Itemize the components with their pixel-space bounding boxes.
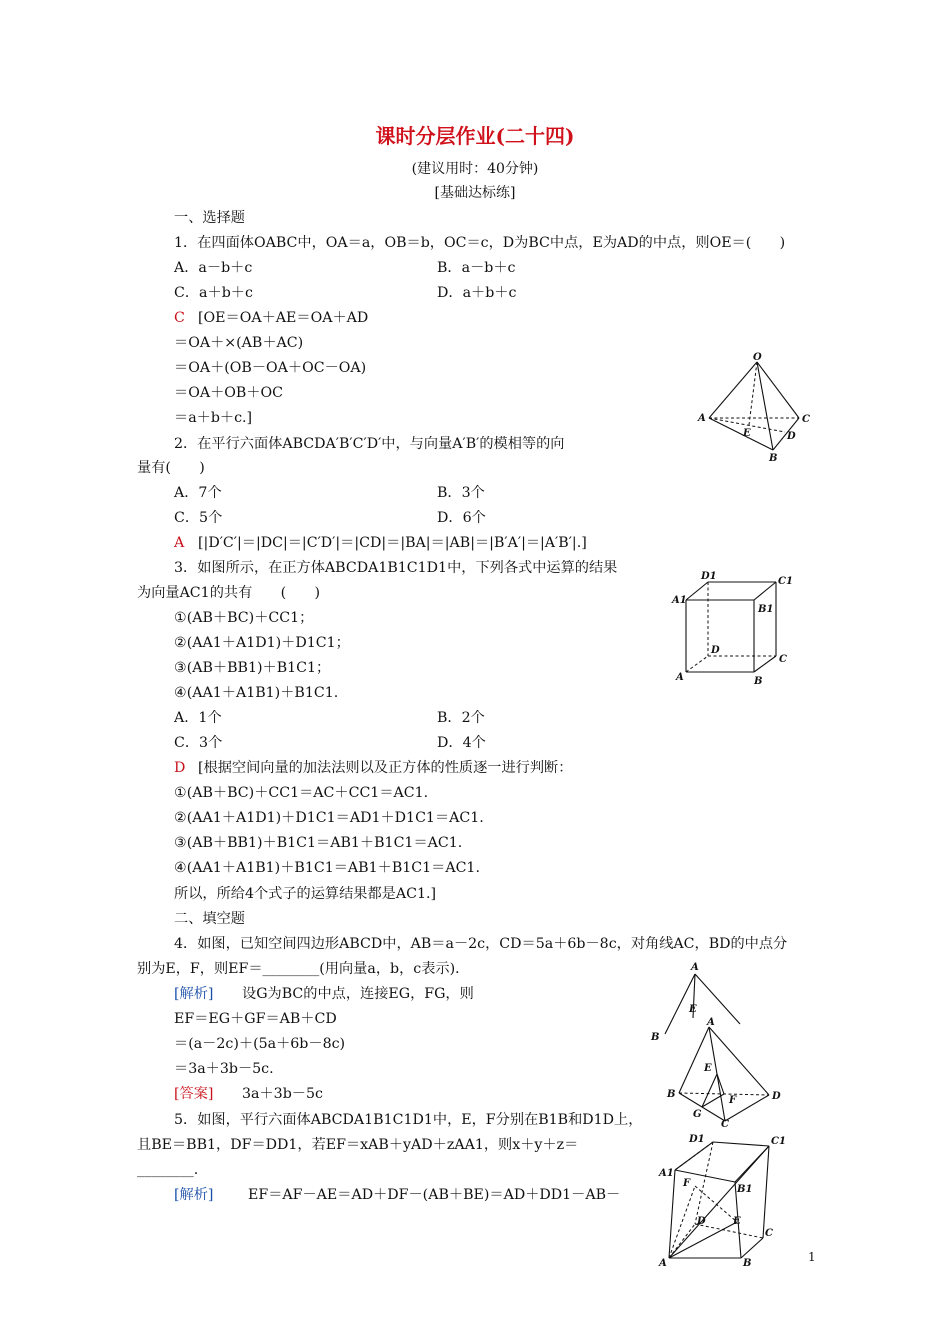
q4-analysis: ＝3a＋3b－5c. [174, 1061, 274, 1077]
q1-option-a: A．a－b＋c [174, 260, 253, 276]
q4-analysis: 设G为BC的中点，连接EG，FG，则 [242, 986, 474, 1002]
label-c1: C1 [771, 1136, 786, 1147]
label-a1: A1 [672, 595, 687, 606]
question-3: 为向量AC1的共有 ( ) [137, 585, 321, 601]
question-4: 4．如图，已知空间四边形ABCD中，AB＝a－2c，CD＝5a＋6b－8c，对角线AC，BD的中点分 [174, 936, 788, 952]
question-4: 别为E，F，则EF＝________(用向量a，b，c表示)． [137, 961, 470, 977]
q2-answer-letter: A [174, 535, 185, 551]
q4-answer: 3a＋3b－5c [242, 1086, 323, 1102]
question-5: 且BE＝BB1，DF＝DD1，若EF＝xAB＋yAD＋zAA1，则x＋y＋z＝ [137, 1137, 579, 1153]
label-b: B [667, 1089, 676, 1100]
q2-option-c: C．5个 [174, 510, 223, 526]
q3-solution: ④(AA1＋A1B1)＋B1C1＝AB1＋B1C1＝AC1. [174, 860, 480, 876]
question-5: ________. [137, 1162, 199, 1178]
cube-figure [668, 570, 803, 692]
q5-analysis-tag: [解析] [174, 1187, 214, 1203]
q5-analysis: EF＝AF－AE＝AD＋DF－(AB＋BE)＝AD＋DD1－AB－ [248, 1187, 621, 1203]
q4-analysis: ＝(a－2c)＋(5a＋6b－8c) [174, 1036, 346, 1052]
page-number: 1 [808, 1250, 816, 1264]
label-e: E [704, 1063, 712, 1074]
q1-option-c: C．a＋b＋c [174, 285, 253, 301]
q3-item: ④(AA1＋A1B1)＋B1C1. [174, 685, 339, 701]
label-b: B [651, 1032, 660, 1043]
label-e: E [743, 428, 751, 439]
q3-solution: ①(AB＋BC)＋CC1＝AC＋CC1＝AC1. [174, 785, 429, 801]
section-heading-choice: 一、选择题 [174, 210, 245, 226]
section-label: [基础达标练] [434, 185, 516, 201]
question-2: 量有( ) [137, 460, 205, 476]
q3-solution: ③(AB＋BB1)＋B1C1＝AB1＋B1C1＝AC1. [174, 835, 463, 851]
tetrahedron-figure [695, 350, 820, 465]
q3-item: ③(AB＋BB1)＋B1C1； [174, 660, 331, 676]
q4-answer-tag: [答案] [174, 1086, 214, 1102]
q4-analysis: EF＝EG＋GF＝AB＋CD [174, 1011, 337, 1027]
label-g: G [693, 1109, 702, 1120]
question-1: 1．在四面体OABC中，OA＝a，OB＝b，OC＝c，D为BC中点，E为AD的中点，则OE＝( ) [174, 235, 786, 251]
q1-solution: [OE＝OA＋AE＝OA＋AD [198, 310, 369, 326]
q2-solution: [|D′C′|＝|DC|＝|C′D′|＝|CD|＝|BA|＝|AB|＝|B′A′|＝|A′B′|.] [198, 535, 587, 551]
label-a: A [698, 413, 706, 424]
label-e: E [689, 1004, 697, 1015]
quadrilateral-figure [663, 1015, 788, 1127]
time-note: (建议用时：40分钟) [411, 161, 539, 177]
label-c: C [802, 414, 810, 425]
parallelepiped-figure [655, 1130, 790, 1270]
q1-option-b: B．a－b＋c [437, 260, 516, 276]
q1-solution: ＝a＋b＋c.] [174, 410, 253, 426]
label-d1: D1 [689, 1134, 705, 1145]
label-d1: D1 [701, 571, 717, 582]
label-a: A [691, 962, 699, 973]
label-c: C [779, 654, 787, 665]
q3-option-d: D．4个 [437, 735, 486, 751]
q1-solution: ＝OA＋×(AB＋AC) [174, 335, 304, 351]
q4-analysis-tag: [解析] [174, 986, 214, 1002]
label-b1: B1 [758, 604, 774, 615]
label-f: F [729, 1095, 737, 1106]
label-b: B [769, 453, 778, 464]
q2-option-d: D．6个 [437, 510, 486, 526]
q3-solution: ②(AA1＋A1D1)＋D1C1＝AD1＋D1C1＝AC1. [174, 810, 484, 826]
label-d: D [787, 431, 796, 442]
label-a: A [707, 1017, 715, 1028]
question-5: 5．如图，平行六面体ABCDA1B1C1D1中，E，F分别在B1B和D1D上， [174, 1112, 643, 1128]
label-d: D [697, 1216, 706, 1227]
q1-solution: ＝OA＋OB＋OC [174, 385, 283, 401]
q3-item: ①(AB＋BC)＋CC1； [174, 610, 314, 626]
label-e: E [733, 1216, 741, 1227]
label-d: D [711, 645, 720, 656]
q3-solution: 所以，所给4个式子的运算结果都是AC1.] [174, 886, 437, 902]
label-o: O [753, 352, 762, 363]
label-b1: B1 [737, 1184, 753, 1195]
label-b: B [743, 1258, 752, 1269]
question-2: 2．在平行六面体ABCDA′B′C′D′中，与向量A′B′的模相等的向 [174, 436, 565, 452]
q1-option-d: D．a＋b＋c [437, 285, 517, 301]
q1-solution: ＝OA＋(OB－OA＋OC－OA) [174, 360, 367, 376]
label-c: C [721, 1119, 729, 1127]
label-d: D [772, 1091, 781, 1102]
q3-option-a: A．1个 [174, 710, 222, 726]
section-heading-fill: 二、填空题 [174, 911, 245, 927]
q3-option-c: C．3个 [174, 735, 223, 751]
label-f: F [683, 1178, 691, 1189]
label-c1: C1 [778, 576, 793, 587]
question-3: 3．如图所示，在正方体ABCDA1B1C1D1中，下列各式中运算的结果 [174, 560, 618, 576]
q3-option-b: B．2个 [437, 710, 485, 726]
label-a: A [659, 1258, 667, 1269]
q2-option-b: B．3个 [437, 485, 485, 501]
q1-answer-letter: C [174, 310, 185, 326]
page-title: 课时分层作业(二十四) [375, 124, 575, 148]
q3-answer-letter: D [174, 760, 186, 776]
label-b: B [754, 676, 763, 687]
q3-item: ②(AA1＋A1D1)＋D1C1； [174, 635, 350, 651]
label-a1: A1 [659, 1168, 674, 1179]
label-c: C [765, 1228, 773, 1239]
q2-option-a: A．7个 [174, 485, 222, 501]
q3-solution: [根据空间向量的加法法则以及正方体的性质逐一进行判断： [198, 760, 573, 776]
label-a: A [676, 672, 684, 683]
